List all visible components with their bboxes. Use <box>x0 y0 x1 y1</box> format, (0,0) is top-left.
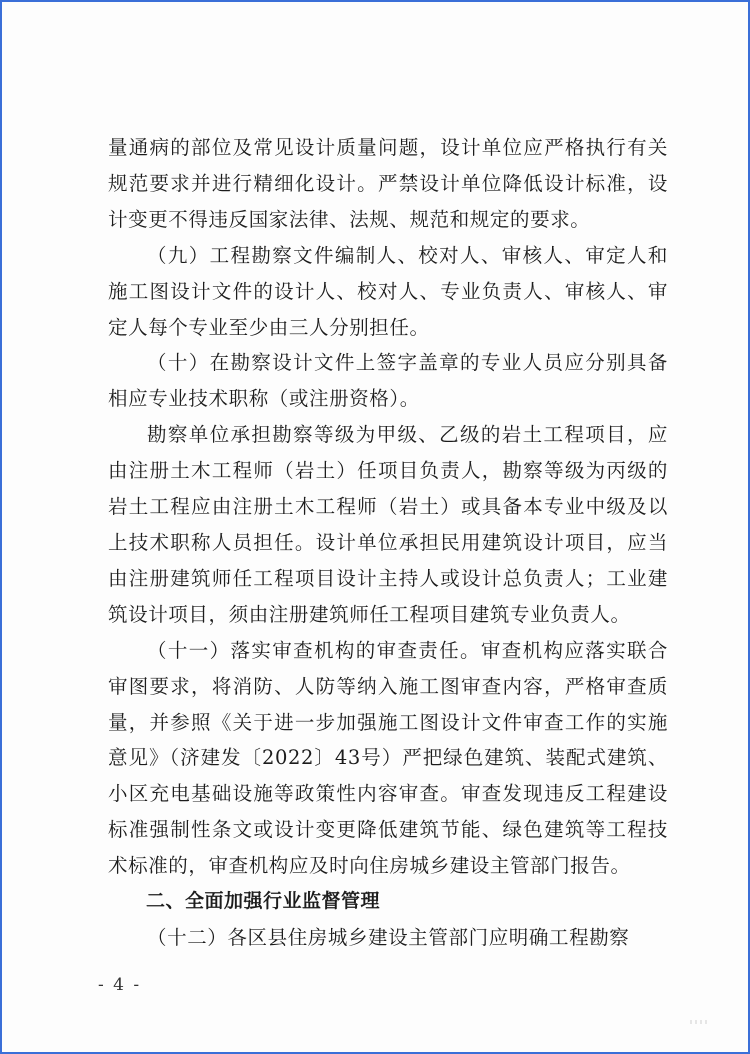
section-heading: 二、全面加强行业监督管理 <box>146 890 381 913</box>
paragraph-qualification: 勘察单位承担勘察等级为甲级、乙级的岩土工程项目，应由注册土木工程师（岩土）任项目负责人，勘察等级为丙级的岩土工程应由注册土木工程师（岩土）或具备本专业中级及以上技术职称人员担任。设计单位承担民用建筑设计项目，应当由注册建筑师任工程项目设计主持人或设计总负责人；工业建筑设计项目，须由注册建筑师任工程项目建筑专业负责人。 <box>108 423 668 626</box>
scan-artifact <box>690 1020 708 1024</box>
document-body <box>108 130 668 956</box>
paragraph-item-11: （十一）落实审查机构的审查责任。审查机构应落实联合审图要求，将消防、人防等纳入施工图审查内容，严格审查质量，并参照《关于进一步加强施工图设计文件审查工作的实施意见》（济建发〔2022〕43号）严把绿色建筑、装配式建筑、小区充电基础设施等政策性内容审查。审查发现违反工程建设标准强制性条文或设计变更降低建筑节能、绿色建筑等工程技术标准的，审查机构应及时向住房城乡建设主管部门报告。 <box>108 638 668 878</box>
paragraph-item-12: （十二）各区县住房城乡建设主管部门应明确工程勘察 <box>147 925 630 949</box>
paragraph-item-10: （十）在勘察设计文件上签字盖章的专业人员应分别具备相应专业技术职称（或注册资格）。 <box>108 351 668 411</box>
paragraph-continued: 量通病的部位及常见设计质量问题，设计单位应严格执行有关规范要求并进行精细化设计。严禁设计单位降低设计标准，设计变更不得违反国家法律、法规、规范和规定的要求。 <box>108 136 668 231</box>
paragraph-item-9: （九）工程勘察文件编制人、校对人、审核人、审定人和施工图设计文件的设计人、校对人、专业负责人、审核人、审定人每个专业至少由三人分别担任。 <box>108 243 668 339</box>
page-number: - 4 - <box>98 975 142 995</box>
